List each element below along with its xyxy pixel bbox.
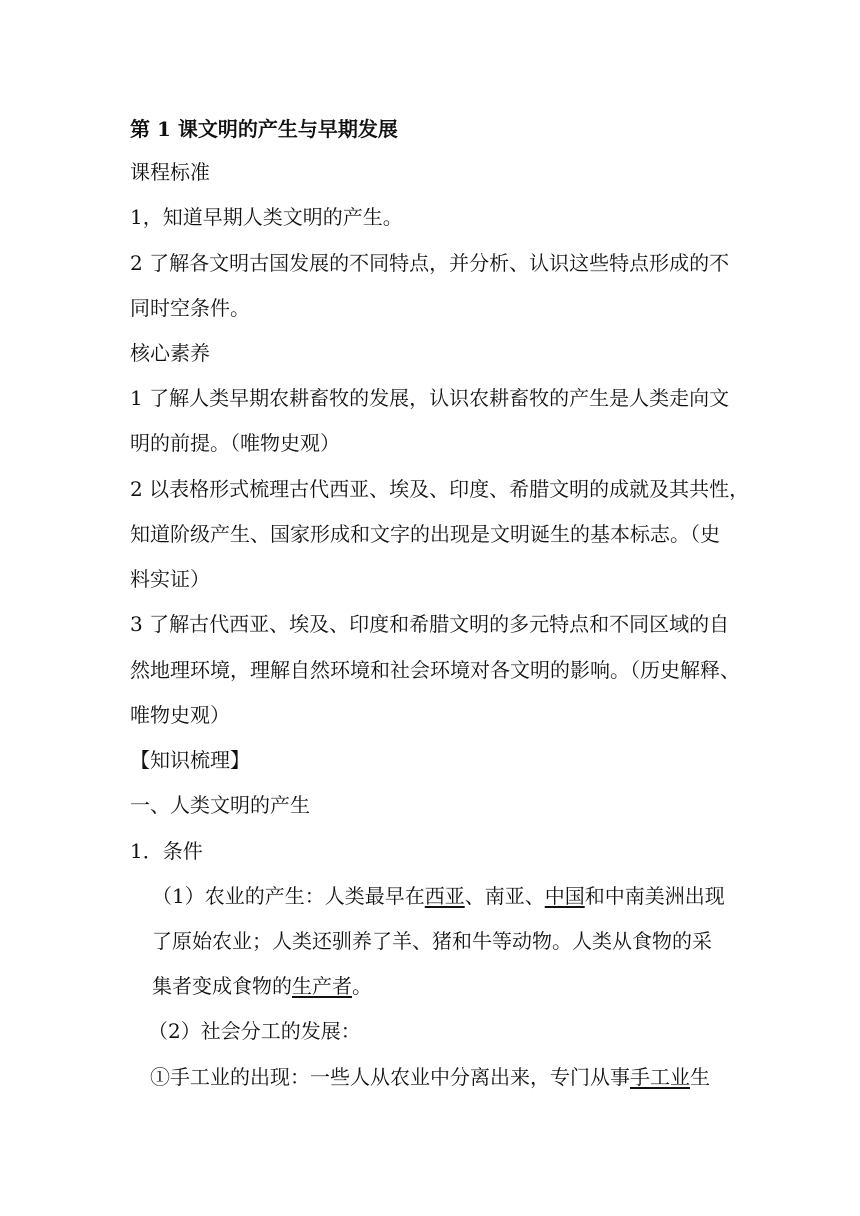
text-segment: 集者变成食物的 (152, 974, 292, 998)
core-item-1-line-2: 明的前提。（唯物史观） (130, 431, 340, 455)
paragraph-agriculture-line-2: 了原始农业；人类还驯养了羊、猪和牛等动物。人类从食物的采 (152, 929, 712, 953)
paragraph-division-of-labor: （2）社会分工的发展： (148, 1019, 361, 1043)
underlined-term: 生产者 (292, 974, 352, 998)
paragraph-agriculture-line-3 (152, 972, 767, 1000)
core-item-1-line-1: 1 了解人类早期农耕畜牧的发展，认识农耕畜牧的产生是人类走向文 (130, 386, 730, 410)
core-item-2-line-2: 知道阶级产生、国家形成和文字的出现是文明诞生的基本标志。（史 (130, 522, 720, 546)
text-segment: 生 (690, 1065, 710, 1089)
core-item-2-line-3: 料实证） (130, 567, 210, 591)
item-heading-conditions: 1．条件 (130, 839, 203, 863)
underlined-term: 西亚 (424, 884, 465, 908)
section-heading-knowledge: 【知识梳理】 (130, 748, 250, 772)
section-heading-standard: 课程标准 (130, 160, 210, 184)
paragraph-handicraft-line-1 (150, 1063, 765, 1091)
underlined-term: 中国 (544, 884, 585, 908)
section-heading-core: 核心素养 (130, 341, 210, 365)
standard-item-1: 1，知道早期人类文明的产生。 (130, 205, 403, 229)
core-item-2-line-1: 2 以表格形式梳理古代西亚、埃及、印度、希腊文明的成就及其共性， (130, 477, 750, 501)
lesson-title: 第 1 课文明的产生与早期发展 (130, 117, 398, 141)
part-heading-1: 一、人类文明的产生 (130, 793, 310, 817)
text-segment: 。 (352, 974, 372, 998)
standard-item-2-line-1: 2 了解各文明古国发展的不同特点，并分析、认识这些特点形成的不 (130, 251, 730, 275)
text-segment: （1）农业的产生：人类最早在 (152, 884, 425, 908)
core-item-3-line-2: 然地理环境，理解自然环境和社会环境对各文明的影响。（历史解释、 (130, 658, 740, 682)
text-segment: 、南亚、 (464, 884, 545, 908)
paragraph-agriculture-line-1 (152, 882, 767, 910)
core-item-3-line-1: 3 了解古代西亚、埃及、印度和希腊文明的多元特点和不同区域的自 (130, 612, 730, 636)
standard-item-2-line-2: 同时空条件。 (130, 296, 250, 320)
underlined-term: 手工业 (630, 1065, 690, 1089)
text-segment: ①手工业的出现：一些人从农业中分离出来，专门从事 (150, 1065, 630, 1089)
core-item-3-line-3: 唯物史观） (130, 703, 230, 727)
text-segment: 和中南美洲出现 (584, 884, 725, 908)
